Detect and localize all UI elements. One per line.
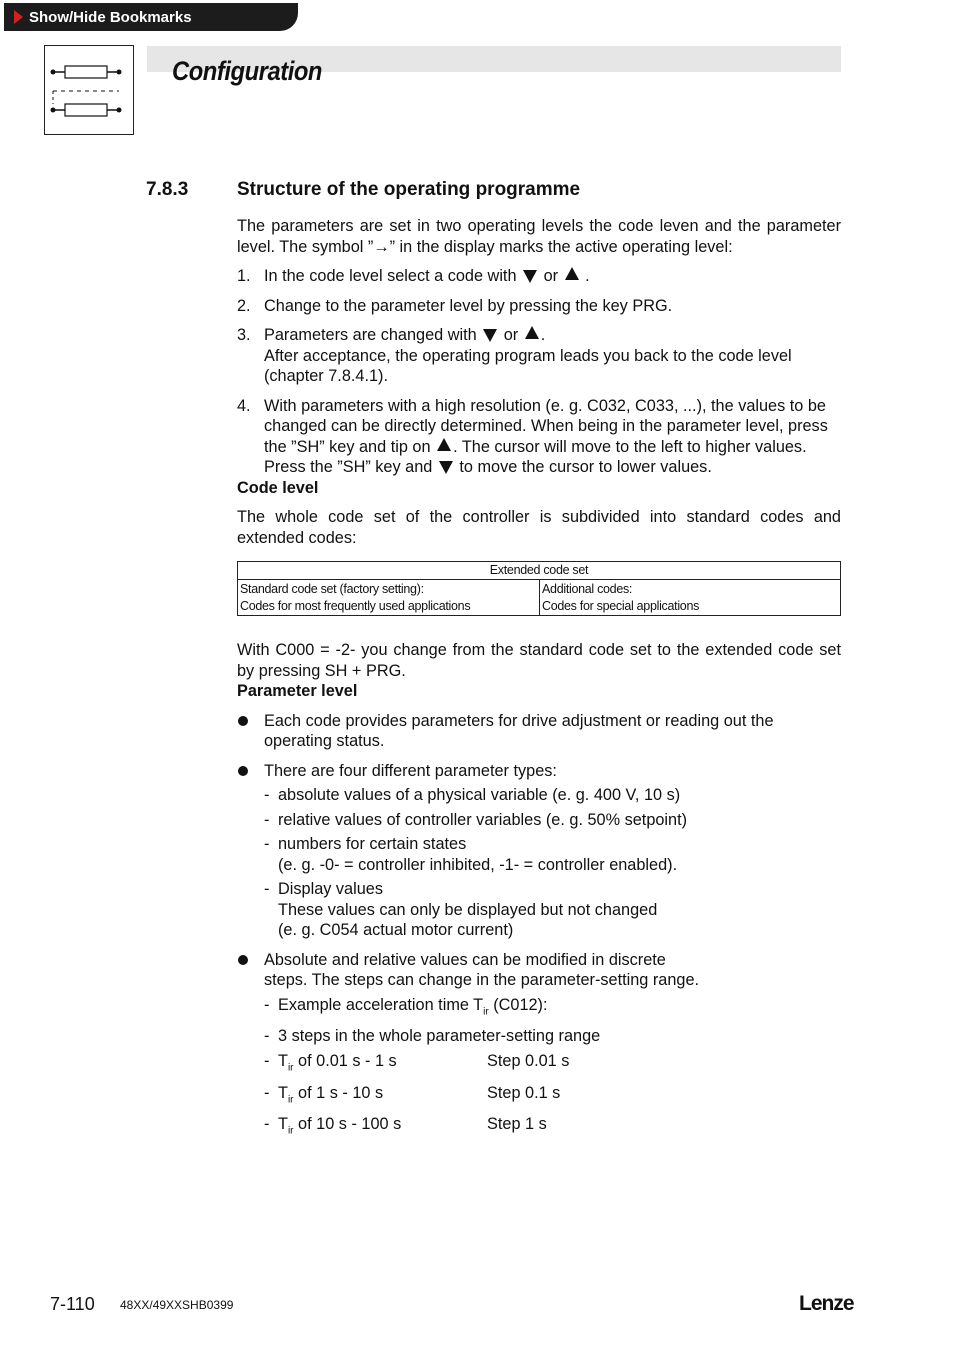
step-text: . [585, 267, 590, 285]
range-step: Step 1 s [487, 1115, 547, 1134]
dash-text: (e. g. C054 actual motor current) [278, 921, 514, 939]
bullet-text: Absolute and relative values can be modified in discrete [264, 950, 666, 969]
dash-text: 3 steps in the whole parameter-setting range [278, 1027, 601, 1046]
parameter-level-heading: Parameter level [237, 682, 358, 700]
step-text: to move the cursor to lower values. [459, 458, 712, 476]
table-cell [238, 580, 540, 615]
table-cell [540, 580, 840, 615]
step-number: 4. [237, 396, 251, 415]
range-item: - $T_{ir}$ of 0.01 s - 1 s Step 0.01 s [264, 1051, 570, 1073]
range-step: Step 0.01 s [487, 1051, 570, 1070]
range-text: of 10 s - 100 s [293, 1115, 402, 1134]
subscript: ir [287, 1093, 294, 1105]
arrow-down-icon [523, 270, 537, 283]
range-symbol: T [278, 1051, 288, 1070]
code-set-table [237, 561, 841, 616]
cell-text: Additional codes: [542, 582, 633, 596]
range-item: - $T_{ir}$ of 1 s - 10 s Step 0.1 s [264, 1083, 561, 1105]
step-text: After acceptance, the operating program leads you back to the code level (chapter 7.8.4.1). [264, 346, 792, 385]
step-text: Parameters are changed with [264, 326, 477, 344]
dash-text: Example acceleration time T [278, 995, 484, 1014]
chapter-title: Configuration [172, 56, 323, 86]
bullet-text: steps. The steps can change in the parameter-setting range. [264, 971, 700, 989]
dash-item: - numbers for certain states (e. g. -0- = controller inhibited, -1- = controller enabled). [264, 835, 678, 874]
code-level-text: The whole code set of the controller is subdivided into standard codes and extended codes: [237, 508, 841, 547]
arrow-down-icon [483, 329, 497, 342]
dash-text: These values can only be displayed but not changed [278, 900, 658, 919]
dash-text: absolute values of a physical variable (e. g. 400 V, 10 s) [278, 786, 681, 804]
dash-item: - absolute values of a physical variable (e. g. 400 V, 10 s) [237, 785, 841, 806]
subscript: ir [287, 1125, 294, 1137]
bullet-text: There are four different parameter types: [264, 761, 557, 780]
table-header: Extended code set [238, 562, 840, 580]
subscript: ir [483, 1005, 489, 1017]
table-row [238, 580, 840, 615]
step-text: With parameters with a high resolution (e. g. C032, C033, ...), the values to be changed can be directly determined. When being in the parameter level, press the ”SH” key and tip on [264, 396, 828, 456]
main-content [237, 216, 841, 1142]
arrow-up-icon [525, 326, 539, 339]
step-text: In the code level select a code with [264, 267, 517, 285]
step-item [237, 266, 841, 287]
dash-text: (C012): [488, 995, 548, 1014]
document-id: 48XX/49XXSHB0399 [120, 1298, 234, 1312]
cell-text: Codes for special applications [542, 599, 700, 613]
arrow-up-icon [565, 267, 579, 280]
step-text: or [503, 326, 519, 344]
step-item [237, 296, 841, 317]
lenze-logo: Lenze [799, 1292, 854, 1315]
step-text: or [543, 267, 559, 285]
dash-item: - Display values These values can only be displayed but not changed (e. g. C054 actual motor current) [264, 880, 658, 939]
bullet-item [237, 761, 841, 782]
dash-text: (e. g. -0- = controller inhibited, -1- = controller enabled). [278, 855, 678, 874]
arrow-up-icon [437, 438, 451, 451]
bookmarks-label: Show/Hide Bookmarks [29, 8, 192, 26]
range-text: of 0.01 s - 1 s [293, 1051, 397, 1070]
step-item [237, 325, 841, 387]
range-text: of 1 s - 10 s [293, 1083, 384, 1102]
intro-paragraph: The parameters are set in two operating levels the code leven and the parameter level. The symbol ”→” in the display marks the active operating level: [237, 217, 841, 256]
step-number: 1. [237, 267, 251, 285]
arrow-down-icon [439, 461, 453, 474]
range-item: - $T_{ir}$ of 10 s - 100 s Step 1 s [264, 1115, 547, 1137]
dash-item: - relative values of controller variables (e. g. 50% setpoint) [237, 810, 841, 831]
code-level-heading: Code level [237, 478, 319, 497]
dash-text: numbers for certain states [278, 835, 467, 853]
dash-text: relative values of controller variables (e. g. 50% setpoint) [278, 810, 688, 829]
cell-text: Standard code set (factory setting): [240, 582, 424, 596]
bullet-text: Each code provides parameters for drive adjustment or reading out the operating status. [264, 711, 774, 750]
configuration-diagram-icon [44, 45, 134, 135]
code-set-change-text: With C000 = -2- you change from the standard code set to the extended code set by pressing SH + PRG. [237, 641, 841, 680]
bullet-item [237, 950, 841, 991]
step-text: Change to the parameter level by pressing the key PRG. [264, 296, 673, 315]
step-text: . [540, 326, 546, 344]
dash-text: Display values [278, 880, 383, 898]
section-number: 7.8.3 [146, 179, 189, 200]
dash-item: - 3 steps in the whole parameter-setting range [237, 1026, 841, 1047]
show-hide-bookmarks-button[interactable] [4, 3, 298, 31]
cell-text: Codes for most frequently used applications [240, 599, 471, 613]
bullet-icon [238, 716, 248, 726]
step-item [237, 396, 841, 478]
page-number: 7-110 [50, 1294, 95, 1314]
step-text: . The cursor will move to the left to higher values. Press the ”SH” key and [264, 437, 807, 476]
bullet-item [237, 711, 841, 752]
range-symbol: T [278, 1083, 288, 1102]
subscript: ir [287, 1062, 294, 1073]
range-symbol: T [278, 1115, 288, 1134]
bullet-icon [238, 955, 248, 965]
step-number: 3. [237, 326, 251, 344]
section-title: Structure of the operating programme [237, 179, 581, 200]
range-step: Step 0.1 s [487, 1083, 561, 1102]
step-number: 2. [237, 296, 251, 315]
bullet-icon [238, 766, 248, 776]
triangle-right-icon [14, 10, 23, 24]
dash-item: - Example acceleration time $T_{ir}$ (C012): [264, 995, 548, 1017]
